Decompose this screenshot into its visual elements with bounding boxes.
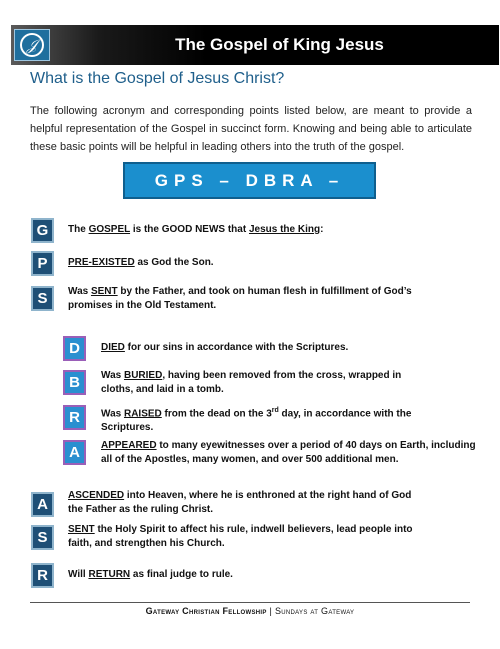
point-keyword: GOSPEL xyxy=(88,224,131,235)
page-title: The Gospel of King Jesus xyxy=(175,35,384,54)
point-sent xyxy=(68,285,418,313)
point-text: the Holy Spirit to affect his rule, indwell believers, lead people into faith, and strengthen his Church. xyxy=(68,524,413,549)
logo-emblem-icon: 𝒥 xyxy=(20,33,44,57)
footer-separator: | xyxy=(269,606,273,616)
point-raised xyxy=(101,404,446,435)
section-title: What is the Gospel of Jesus Christ? xyxy=(30,70,285,87)
point-buried xyxy=(101,369,431,397)
point-text: Was xyxy=(101,408,124,420)
point-ascended xyxy=(68,489,423,517)
point-text: Was xyxy=(68,286,91,297)
acronym-banner: GPS – DBRA – ASR xyxy=(123,162,376,199)
letter-badge-a: A xyxy=(31,492,54,517)
point-keyword: Jesus the King xyxy=(248,224,321,235)
point-keyword: ASCENDED xyxy=(68,490,125,501)
point-text: as God the Son. xyxy=(134,257,214,268)
letter-badge-r: R xyxy=(63,405,86,430)
letter-badge-a: A xyxy=(63,440,86,465)
letter-badge-g: G xyxy=(31,218,54,243)
point-keyword: RETURN xyxy=(88,569,131,580)
point-text: Will xyxy=(68,569,89,580)
point-text: into Heaven, where he is enthroned at the right hand of God the Father as the ruling Christ. xyxy=(68,490,412,515)
point-keyword: DIED xyxy=(101,342,125,353)
point-sent-spirit xyxy=(68,523,423,551)
point-superscript: rd xyxy=(271,407,279,414)
point-died xyxy=(101,341,471,355)
point-text: : xyxy=(320,224,324,235)
point-keyword: BURIED xyxy=(123,370,163,381)
point-text: from the dead on the 3 xyxy=(161,408,272,420)
letter-badge-s: S xyxy=(31,286,54,311)
point-gospel xyxy=(68,223,468,237)
point-pre-existed xyxy=(68,256,468,270)
church-logo xyxy=(14,29,50,61)
letter-badge-r: R xyxy=(31,563,54,588)
point-text: , having been removed from the cross, wrapped in cloths, and laid in a tomb. xyxy=(101,370,402,395)
point-keyword: SENT xyxy=(90,286,118,297)
point-keyword: APPEARED xyxy=(101,440,157,451)
footer-church-name: Gateway Christian Fellowship xyxy=(145,606,267,616)
point-return xyxy=(68,568,468,582)
point-text: Was xyxy=(101,370,124,381)
point-text: by the Father, and took on human flesh in fulfillment of God’s promises in the Old Testament. xyxy=(68,286,412,311)
point-text: as final judge to rule. xyxy=(130,569,233,580)
intro-paragraph: The following acronym and corresponding points listed below, are meant to provide a helpful representation of the Gospel in succinct form. Knowing and being able to articulate these basic points will be helpful in leading others into the truth of the gospel. xyxy=(30,105,472,153)
point-text: to many eyewitnesses over a period of 40 days on Earth, including all of the Apostles, many women, and over 500 additional men. xyxy=(101,440,476,465)
letter-badge-p: P xyxy=(31,251,54,276)
point-keyword: RAISED xyxy=(123,408,162,420)
letter-badge-s: S xyxy=(31,525,54,550)
point-text: is the GOOD NEWS that xyxy=(130,224,249,235)
point-text: day, in accordance with the Scriptures. xyxy=(101,408,412,434)
letter-badge-d: D xyxy=(63,336,86,361)
point-keyword: SENT xyxy=(68,524,95,535)
footer xyxy=(0,606,500,616)
point-text: The xyxy=(68,224,89,235)
point-keyword: PRE-EXISTED xyxy=(68,257,135,268)
letter-badge-b: B xyxy=(63,370,86,395)
point-appeared xyxy=(101,439,481,467)
footer-divider xyxy=(30,602,470,603)
point-text: for our sins in accordance with the Scriptures. xyxy=(124,342,349,353)
footer-tagline: Sundays at Gateway xyxy=(274,606,355,616)
